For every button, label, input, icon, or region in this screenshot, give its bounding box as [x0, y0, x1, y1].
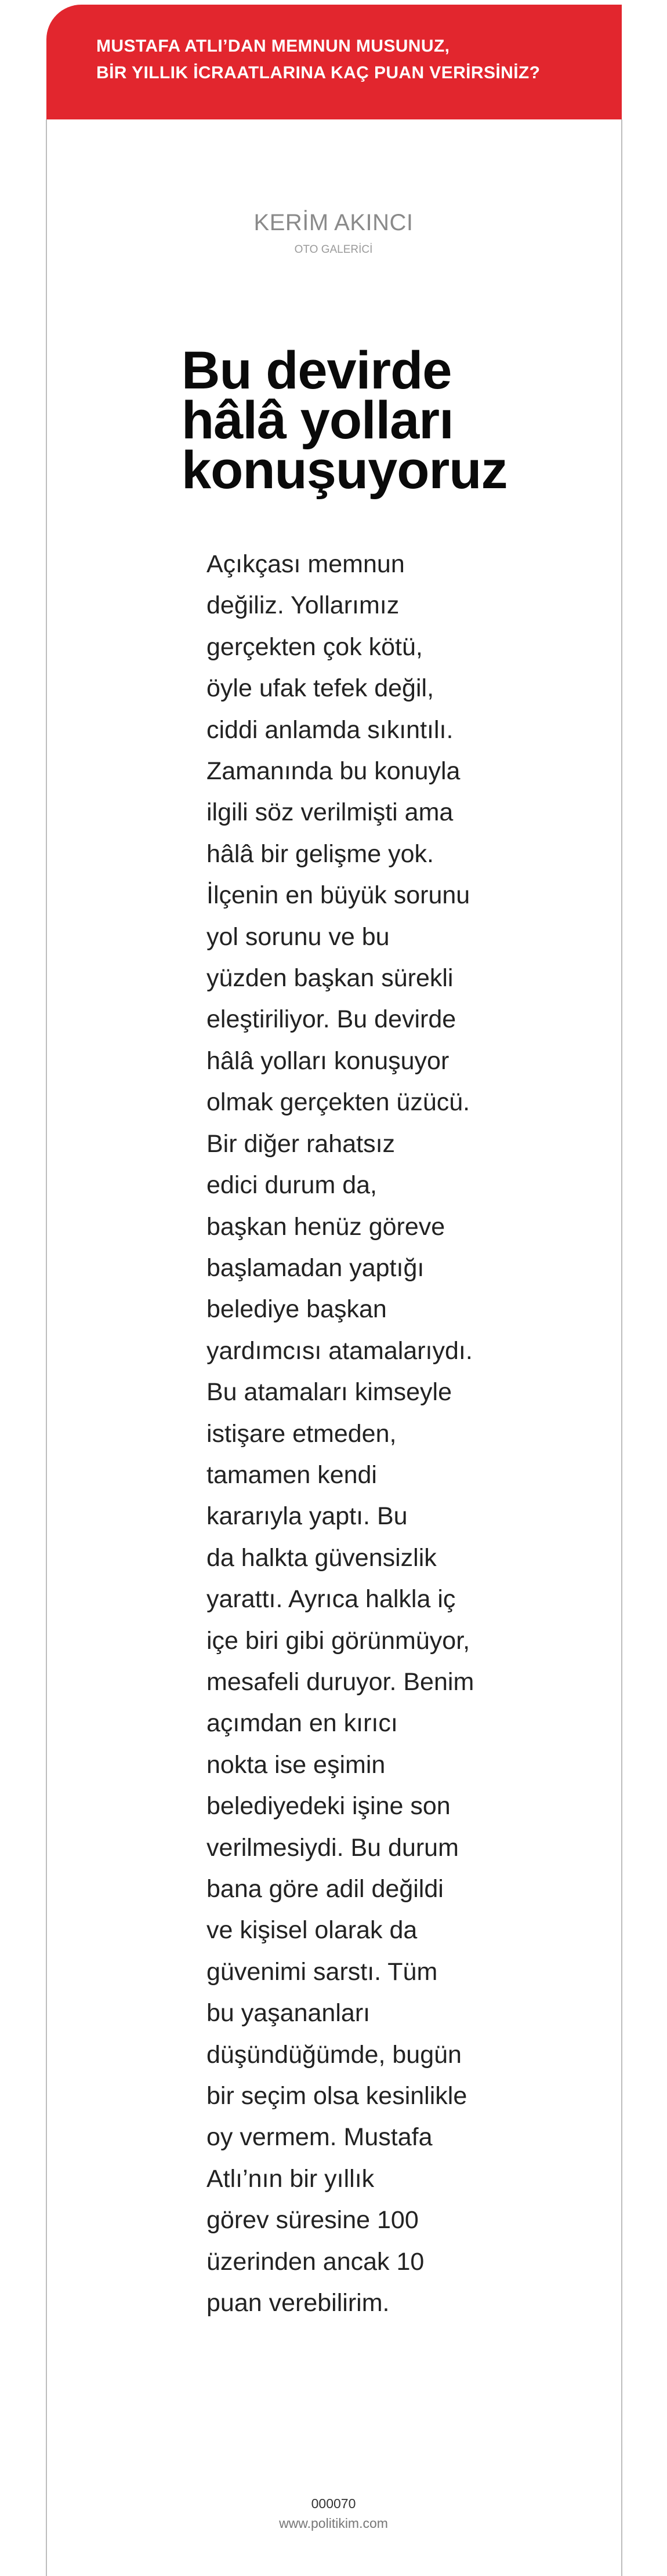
- body-line: içe biri gibi görünmüyor,: [206, 1626, 470, 1655]
- body-line: oy vermem. Mustafa: [206, 2123, 433, 2152]
- header-question-line-2: BİR YILLIK İCRAATLARINA KAÇ PUAN VERİRSİNİZ?: [96, 63, 541, 82]
- body-line: da halkta güvensizlik: [206, 1543, 437, 1572]
- body-line: görev süresine 100: [206, 2206, 419, 2235]
- body-line: Atlı’nın bir yıllık: [206, 2164, 375, 2193]
- author-role: OTO GALERİCİ: [294, 244, 373, 256]
- body-line: başkan henüz göreve: [206, 1212, 445, 1241]
- headline-line: konuşuyoruz: [182, 441, 507, 500]
- body-line: öyle ufak tefek değil,: [206, 674, 434, 703]
- body-line: eleştiriliyor. Bu devirde: [206, 1005, 456, 1034]
- body-line: Bu atamaları kimseyle: [206, 1378, 452, 1407]
- body-line: Bir diğer rahatsız: [206, 1129, 396, 1158]
- body-line: mesafeli duruyor. Benim: [206, 1667, 474, 1696]
- headline-line: hâlâ yolları: [182, 391, 454, 450]
- body-line: kararıyla yaptı. Bu: [206, 1502, 408, 1531]
- body-line: Zamanında bu konuyla: [206, 757, 461, 786]
- body-line: yüzden başkan sürekli: [206, 964, 454, 993]
- body-line: bana göre adil değildi: [206, 1875, 444, 1903]
- body-line: belediye başkan: [206, 1295, 387, 1324]
- body-line: Açıkçası memnun: [206, 550, 405, 578]
- headline: [182, 341, 507, 500]
- body-line: üzerinden ancak 10: [206, 2247, 425, 2276]
- body-line: verilmesiydi. Bu durum: [206, 1833, 459, 1862]
- body-line: belediyedeki işine son: [206, 1792, 451, 1821]
- body-line: İlçenin en büyük sorunu: [206, 881, 470, 910]
- page-number: 000070: [311, 2496, 356, 2511]
- header-banner: [46, 5, 622, 119]
- body-line: düşündüğümde, bugün: [206, 2040, 462, 2069]
- body-line: ve kişisel olarak da: [206, 1916, 418, 1945]
- website-link[interactable]: www.politikim.com: [279, 2516, 388, 2531]
- body-line: gerçekten çok kötü,: [206, 633, 423, 661]
- body-line: istişare etmeden,: [206, 1419, 397, 1448]
- body-line: hâlâ bir gelişme yok.: [206, 840, 434, 868]
- body-line: olmak gerçekten üzücü.: [206, 1088, 470, 1117]
- body-line: ciddi anlamda sıkıntılı.: [206, 715, 454, 744]
- page-border-right: [621, 119, 622, 2576]
- body-line: değiliz. Yollarımız: [206, 591, 400, 620]
- body-line: başlamadan yaptığı: [206, 1254, 425, 1282]
- page-border-left: [46, 119, 47, 2576]
- body-line: yardımcısı atamalarıydı.: [206, 1336, 473, 1365]
- body-line: açımdan en kırıcı: [206, 1709, 398, 1738]
- body-line: güvenimi sarstı. Tüm: [206, 1957, 438, 1986]
- body-line: ilgili söz verilmişti ama: [206, 798, 454, 827]
- body-line: bir seçim olsa kesinlikle: [206, 2082, 467, 2110]
- body-line: hâlâ yolları konuşuyor: [206, 1047, 449, 1075]
- headline-line: Bu devirde: [182, 341, 452, 400]
- body-line: edici durum da,: [206, 1171, 377, 1200]
- header-question-line-1: MUSTAFA ATLI’DAN MEMNUN MUSUNUZ,: [96, 37, 450, 56]
- article-body: [206, 544, 474, 2324]
- author-name: KERİM AKINCI: [253, 210, 414, 235]
- body-line: puan verebilirim.: [206, 2289, 390, 2317]
- body-line: yol sorunu ve bu: [206, 922, 390, 951]
- body-line: nokta ise eşimin: [206, 1750, 386, 1779]
- body-line: yarattı. Ayrıca halkla iç: [206, 1585, 456, 1614]
- body-line: bu yaşananları: [206, 1999, 371, 2028]
- body-line: tamamen kendi: [206, 1460, 377, 1489]
